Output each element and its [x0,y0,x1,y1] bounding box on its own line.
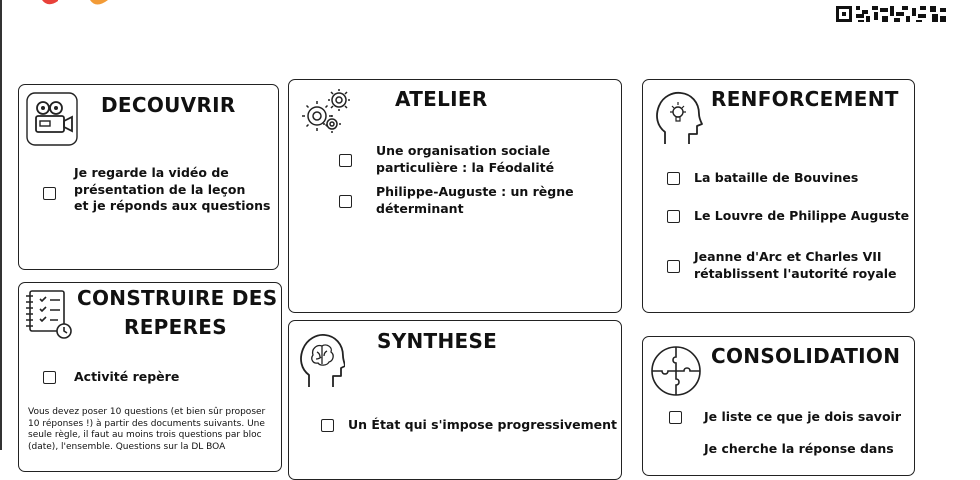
card-atelier [288,79,622,313]
task-item[interactable] [43,369,179,386]
task-item[interactable] [669,409,901,426]
task-item[interactable] [667,170,858,187]
instructions-text: Vous devez poser 10 questions (et bien sûr proposer 10 réponses !) à partir des documents suivants. Une seule règle, il faut au moins trois questions par bloc (date), l'ensemble. Questions sur la DL BOA [28,407,266,452]
card-title-line2: REPERES [124,315,227,339]
card-construire-reperes [18,282,282,472]
task-label: Une organisation sociale particulière : la Féodalité [376,143,555,175]
card-title: CONSOLIDATION [711,344,901,368]
task-checkbox[interactable] [321,419,334,432]
card-title: SYNTHESE [377,329,498,353]
page-frame-edge [0,0,2,450]
head-lightbulb-icon [651,88,703,148]
card-consolidation [642,336,915,476]
brand-logo [28,0,118,8]
gears-icon [299,88,353,134]
puzzle-icon [650,345,702,397]
task-label: Jeanne d'Arc et Charles VII rétablissent l'autorité royale [694,249,897,281]
task-label: Activité repère [74,369,180,384]
task-item[interactable] [339,143,554,176]
card-synthese [288,320,622,480]
task-label: Le Louvre de Philippe Auguste [694,208,910,223]
task-label: Je cherche la réponse dans [704,441,894,456]
task-label: Un État qui s'impose progressivement [348,417,618,432]
video-camera-icon [26,92,78,146]
task-label: Je liste ce que je dois savoir [704,409,901,424]
task-checkbox[interactable] [339,195,352,208]
notebook-timer-icon [24,289,76,341]
task-checkbox[interactable] [339,154,352,167]
task-item[interactable] [704,441,894,458]
card-title: RENFORCEMENT [711,87,899,111]
task-checkbox[interactable] [667,260,680,273]
task-item[interactable] [339,184,574,217]
qr-code [836,0,948,24]
card-title: DECOUVRIR [101,93,236,117]
task-checkbox[interactable] [667,172,680,185]
card-decouvrir [18,84,279,270]
card-renforcement [642,79,915,313]
task-checkbox[interactable] [43,187,56,200]
head-brain-icon [297,331,345,389]
task-label: La bataille de Bouvines [694,170,859,185]
task-checkbox[interactable] [669,411,682,424]
task-label: Philippe-Auguste : un règne déterminant [376,184,574,216]
task-checkbox[interactable] [43,371,56,384]
card-title-line1: CONSTRUIRE DES [77,286,278,310]
task-item[interactable] [667,208,909,225]
task-item[interactable] [321,417,617,434]
task-item[interactable] [43,165,270,215]
card-title: ATELIER [395,87,488,111]
task-item[interactable] [667,249,897,282]
task-label: Je regarde la vidéo de présentation de la leçon et je réponds aux questions [74,165,271,213]
task-checkbox[interactable] [667,210,680,223]
